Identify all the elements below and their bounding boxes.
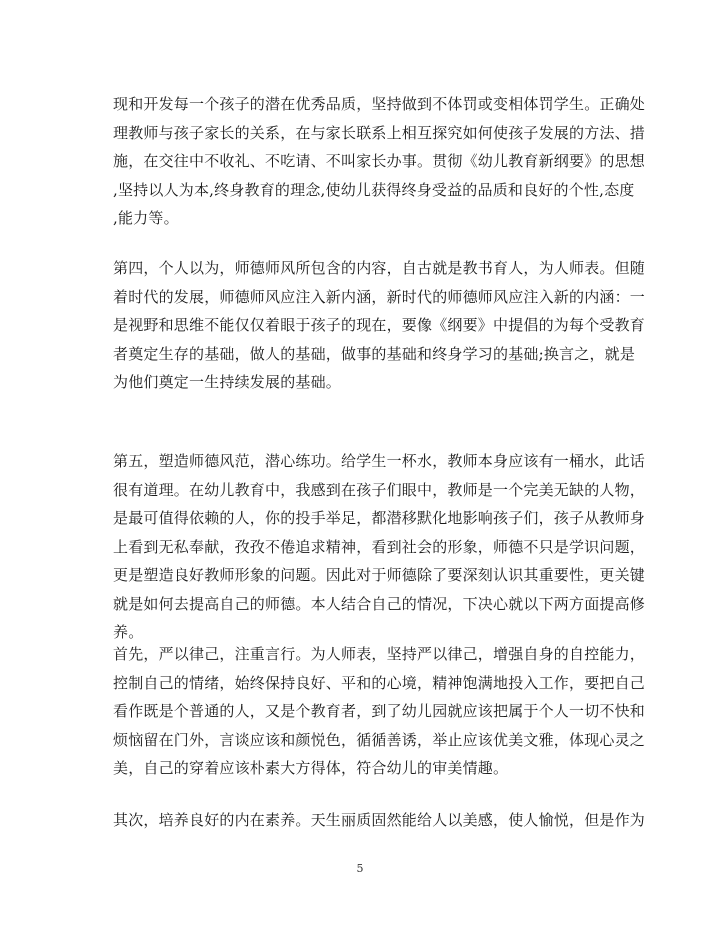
text-line: 第五，塑造师德风范，潜心练功。给学生一杯水，教师本身应该有一桶水，此话 bbox=[113, 452, 646, 470]
text-line: 上看到无私奉献，孜孜不倦追求精神，看到社会的形象，师德不只是学识问题， bbox=[113, 537, 646, 556]
text-line: 第四，个人以为，师德师风所包含的内容，自古就是教书育人，为人师表。但随 bbox=[113, 259, 646, 277]
text-line: 更是塑造良好教师形象的问题。因此对于师德除了要深刻认识其重要性，更关键 bbox=[113, 566, 646, 584]
text-line: 首先，严以律己，注重言行。为人师表，坚持严以律己，增强自身的自控能力， bbox=[113, 645, 646, 663]
text-line: 其次，培养良好的内在素养。天生丽质固然能给人以美感，使人愉悦，但是作为 bbox=[113, 811, 646, 829]
text-line: 现和开发每一个孩子的潜在优秀品质，坚持做到不体罚或变相体罚学生。正确处 bbox=[113, 95, 646, 113]
paragraph-fifth-point bbox=[113, 447, 646, 647]
text-line: 理教师与孩子家长的关系，在与家长联系上相互探究如何使孩子发展的方法、措 bbox=[113, 123, 646, 142]
text-line: 很有道理。在幼儿教育中，我感到在孩子们眼中，教师是一个完美无缺的人物， bbox=[113, 480, 646, 499]
page-number: 5 bbox=[356, 862, 364, 875]
text-line: ,坚持以人为本,终身教育的理念,使幼儿获得终身受益的品质和良好的个性,态度 bbox=[113, 180, 635, 199]
text-line: 养。 bbox=[113, 623, 144, 641]
text-line: 就是如何去提高自己的师德。本人结合自己的情况，下决心就以下两方面提高修 bbox=[113, 594, 646, 613]
text-line: 是视野和思维不能仅仅着眼于孩子的现在，要像《纲要》中提倡的为每个受教育 bbox=[113, 316, 646, 334]
paragraph-fourth-point bbox=[113, 254, 646, 397]
text-line: 是最可值得依赖的人，你的投手举足，都潜移默化地影响孩子们，孩子从教师身 bbox=[113, 509, 646, 527]
text-line: 控制自己的情绪，始终保持良好、平和的心境，精神饱满地投入工作，要把自己 bbox=[113, 673, 646, 692]
text-line: 为他们奠定一生持续发展的基础。 bbox=[113, 373, 342, 391]
paragraph-self-discipline bbox=[113, 640, 646, 783]
text-line: 看作既是个普通的人，又是个教育者，到了幼儿园就应该把属于个人一切不快和 bbox=[113, 702, 646, 720]
paragraph-teacher-parent-relations bbox=[113, 90, 646, 233]
text-line: 着时代的发展，师德师风应注入新内涵，新时代的师德师风应注入新的内涵：一 bbox=[113, 287, 646, 306]
text-line: 施，在交往中不收礼、不吃请、不叫家长办事。贯彻《幼儿教育新纲要》的思想 bbox=[113, 152, 646, 170]
text-line: 者奠定生存的基础，做人的基础，做事的基础和终身学习的基础;换言之，就是 bbox=[113, 344, 636, 363]
text-line: 烦恼留在门外，言谈应该和颜悦色，循循善诱，举止应该优美文雅，体现心灵之 bbox=[113, 730, 646, 749]
text-line: 美，自己的穿着应该朴素大方得体，符合幼儿的审美情趣。 bbox=[113, 759, 509, 777]
text-line: ,能力等。 bbox=[113, 209, 179, 227]
paragraph-inner-quality bbox=[113, 806, 646, 835]
